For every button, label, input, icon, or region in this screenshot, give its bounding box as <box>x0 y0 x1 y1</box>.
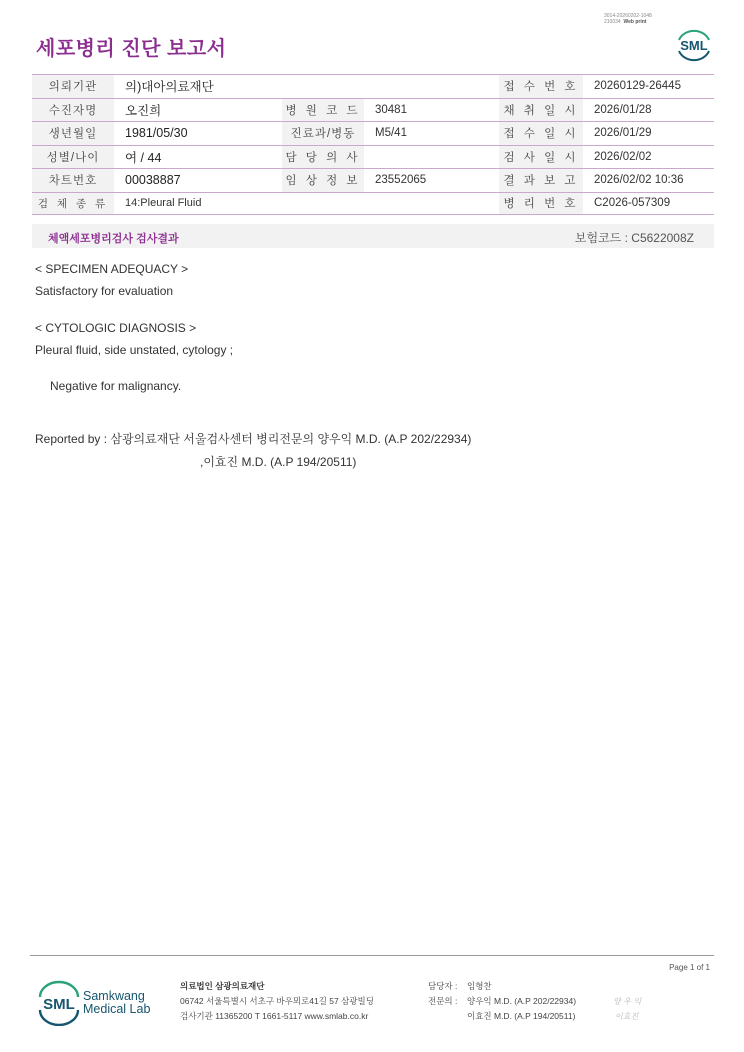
specimen-label: 검 체 종 류 <box>32 192 114 214</box>
sex-age-label: 성별/나이 <box>32 145 114 169</box>
adequacy-text: Satisfactory for evaluation <box>35 284 174 298</box>
hospital-code-label: 병 원 코 드 <box>282 98 364 122</box>
insurance-code: 보험코드 : C5622008Z <box>574 231 694 245</box>
adequacy-heading: < SPECIMEN ADEQUACY > <box>35 262 189 276</box>
table-row <box>32 98 714 122</box>
client-value: 의)대아의료재단 <box>114 75 499 99</box>
staff-labels <box>428 979 457 1009</box>
receipt-no-value: 20260129-26445 <box>583 75 714 99</box>
specialist-1: 양우익 M.D. (A.P 202/22934) <box>467 996 577 1006</box>
chart-label: 차트번호 <box>32 169 114 193</box>
patient-info-table <box>32 74 714 215</box>
sml-logo-icon <box>36 980 82 1026</box>
birth-label: 생년월일 <box>32 122 114 146</box>
print-meta-id: 3014-20260202-1048 <box>604 13 652 19</box>
print-meta-label: Web print <box>623 19 647 25</box>
clinical-label: 임 상 정 보 <box>282 169 364 193</box>
table-row <box>32 192 714 214</box>
result-section-title: 체액세포병리검사 검사결과 <box>48 233 179 245</box>
diagnosis-line-1: Pleural fluid, side unstated, cytology ; <box>35 343 234 357</box>
specimen-value: 14:Pleural Fluid <box>114 192 499 214</box>
table-row <box>32 145 714 169</box>
staff-label: 담당자 : <box>428 981 458 991</box>
page-number: Page 1 of 1 <box>669 963 710 972</box>
print-meta <box>604 13 652 25</box>
pathology-no-label: 병 리 번 호 <box>499 192 583 214</box>
hospital-code-value: 30481 <box>364 98 499 122</box>
print-meta-code: 210034 <box>604 19 621 25</box>
receipt-date-value: 2026/01/29 <box>583 122 714 146</box>
org-address: 06742 서울특별시 서초구 바우뫼로41길 57 삼광빌딩 <box>180 996 374 1006</box>
page-title: 세포병리 진단 보고서 <box>36 38 227 60</box>
result-report-value: 2026/02/02 10:36 <box>583 169 714 193</box>
result-report-label: 결 과 보 고 <box>499 169 583 193</box>
receipt-date-label: 접 수 일 시 <box>499 122 583 146</box>
pathology-no-value: C2026-057309 <box>583 192 714 214</box>
samkwang-logo <box>36 980 156 1026</box>
brand-line-2: Medical Lab <box>83 1002 151 1016</box>
chart-value: 00038887 <box>114 169 282 193</box>
dept-value: M5/41 <box>364 122 499 146</box>
footer-divider <box>30 955 714 956</box>
birth-value: 1981/05/30 <box>114 122 282 146</box>
patient-value: 오진희 <box>114 98 282 122</box>
table-row <box>32 122 714 146</box>
doctor-label: 담 당 의 사 <box>282 145 364 169</box>
sml-logo-icon <box>674 26 714 64</box>
exam-date-value: 2026/02/02 <box>583 145 714 169</box>
receipt-no-label: 접 수 번 호 <box>499 75 583 99</box>
reported-by-line-1: Reported by : 삼광의료재단 서울검사센터 병리전문의 양우익 M.D. (A.P 202/22934) <box>35 432 472 446</box>
specialist-label: 전문의 : <box>428 996 458 1006</box>
signature-1: 양 우 익 <box>613 997 642 1006</box>
signature-2: 이효진 <box>615 1012 639 1021</box>
dept-label: 진료과/병동 <box>282 122 364 146</box>
patient-label: 수진자명 <box>32 98 114 122</box>
table-row <box>32 169 714 193</box>
table-row <box>32 75 714 99</box>
org-contact: 검사기관 11365200 T 1661-5117 www.smlab.co.kr <box>180 1011 369 1021</box>
collect-date-value: 2026/01/28 <box>583 98 714 122</box>
clinical-value: 23552065 <box>364 169 499 193</box>
org-name: 의료법인 삼광의료재단 <box>180 981 265 991</box>
collect-date-label: 채 취 일 시 <box>499 98 583 122</box>
diagnosis-line-2: Negative for malignancy. <box>50 379 182 393</box>
result-section-header <box>32 224 714 248</box>
sex-age-value: 여 / 44 <box>114 145 282 169</box>
client-label: 의뢰기관 <box>32 75 114 99</box>
brand-name <box>83 990 150 1016</box>
diagnosis-heading: < CYTOLOGIC DIAGNOSIS > <box>35 321 197 335</box>
staff-value: 임형찬 <box>467 981 492 991</box>
specialist-2: 이효진 M.D. (A.P 194/20511) <box>467 1011 576 1021</box>
exam-date-label: 검 사 일 시 <box>499 145 583 169</box>
doctor-value <box>364 145 499 169</box>
brand-line-1: Samkwang <box>83 989 145 1003</box>
staff-values <box>467 979 576 1024</box>
sml-logo-text: SML <box>680 38 708 53</box>
reported-by-line-2: ,이효진 M.D. (A.P 194/20511) <box>200 455 357 469</box>
org-info <box>180 979 374 1024</box>
sml-logo-text: SML <box>43 996 75 1013</box>
